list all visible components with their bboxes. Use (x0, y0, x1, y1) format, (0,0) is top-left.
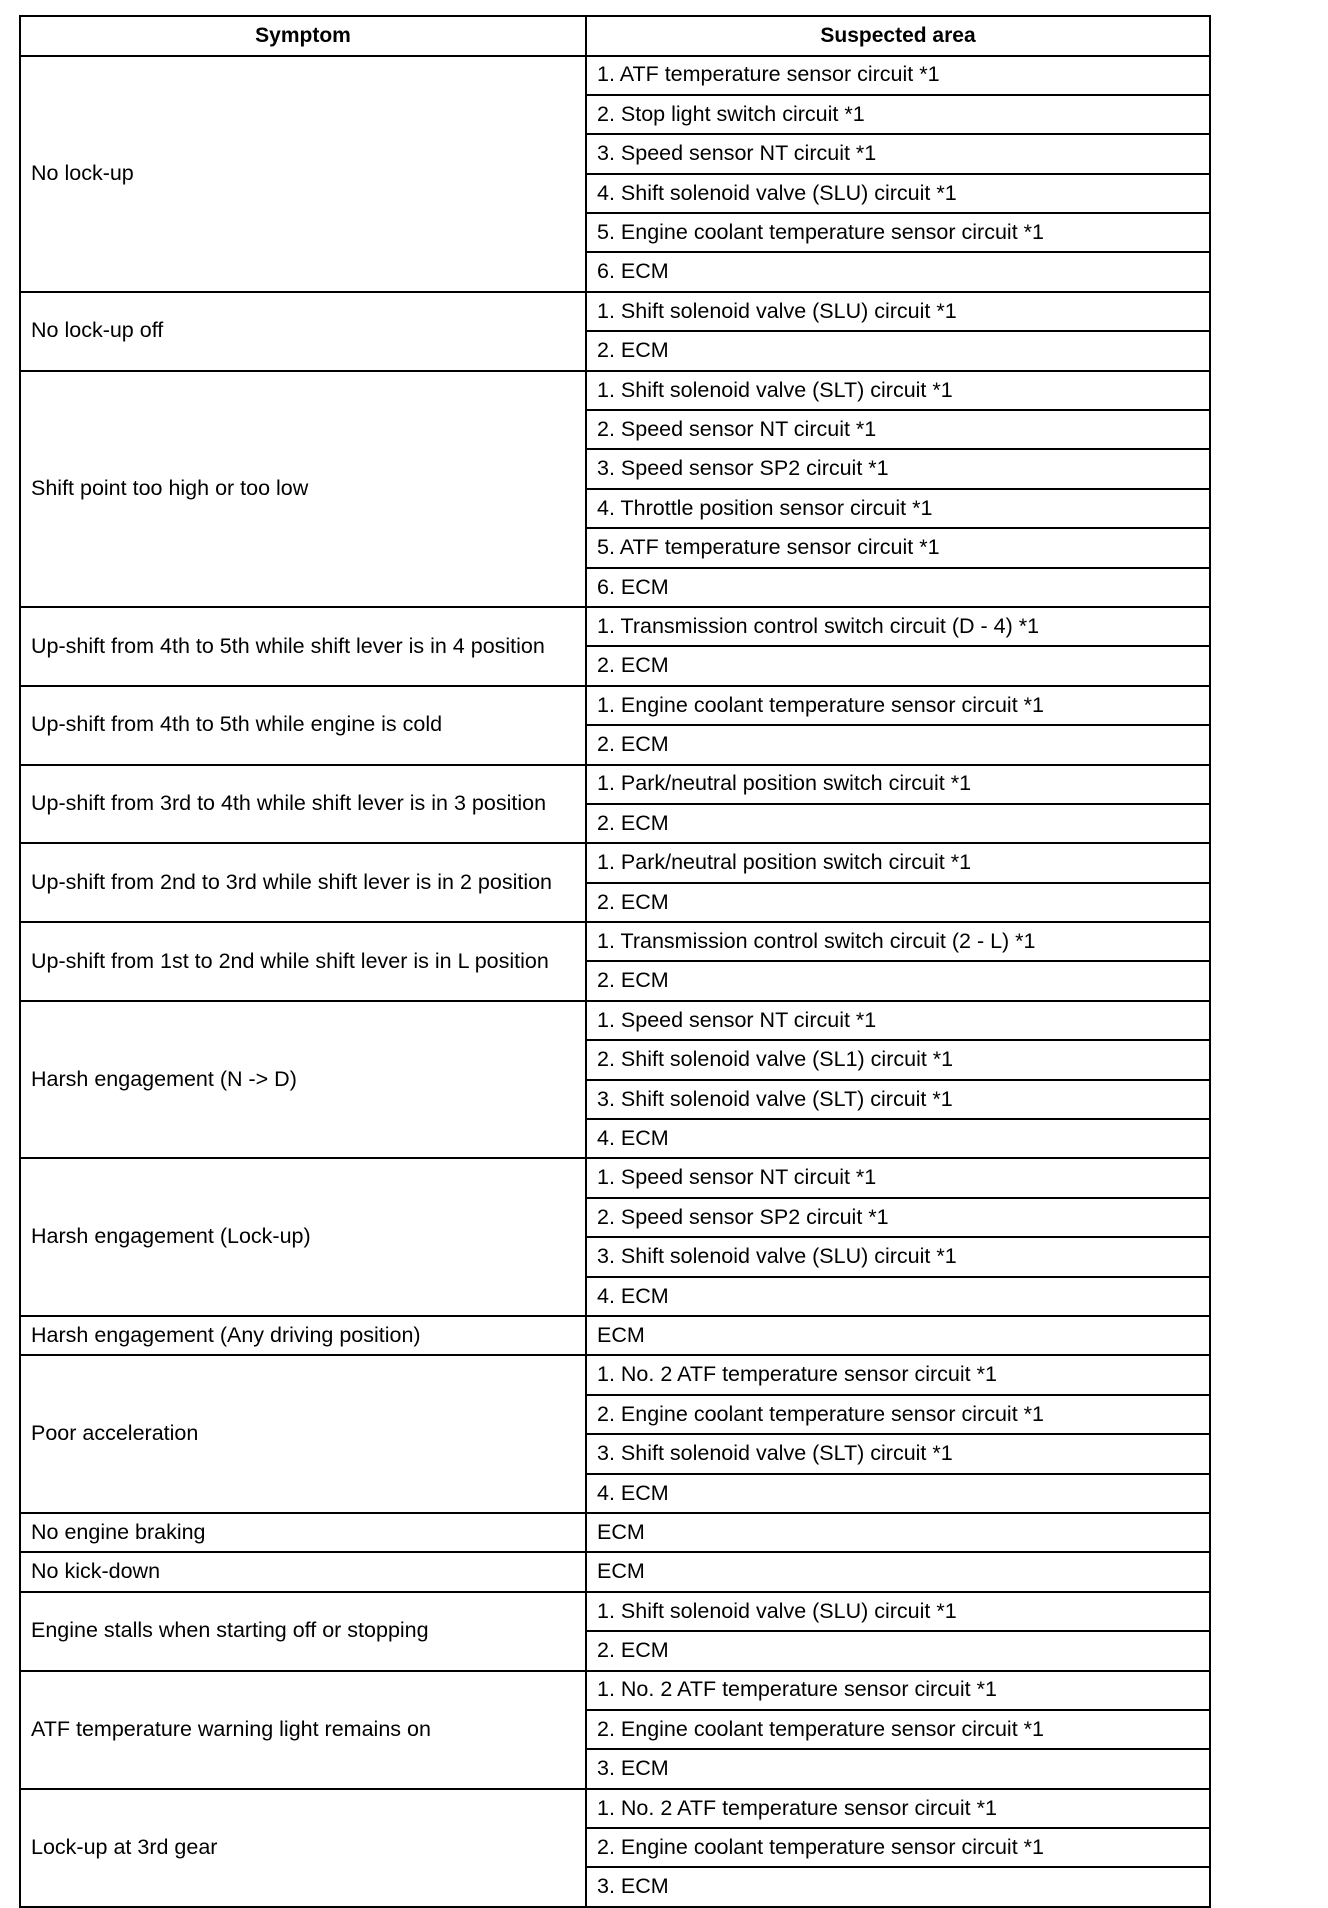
header-row (20, 16, 1210, 56)
table-row (20, 292, 1210, 331)
table-row (20, 686, 1210, 725)
suspected-area-cell: 2. Speed sensor NT circuit *1 (586, 410, 1210, 449)
symptom-cell: Up-shift from 4th to 5th while engine is cold (20, 686, 586, 765)
table-row (20, 922, 1210, 961)
suspected-area-cell: 4. ECM (586, 1277, 1210, 1316)
symptom-cell: Engine stalls when starting off or stopping (20, 1592, 586, 1671)
table-row (20, 1355, 1210, 1394)
symptom-cell: Up-shift from 4th to 5th while shift lever is in 4 position (20, 607, 586, 686)
suspected-area-cell: 6. ECM (586, 252, 1210, 291)
suspected-area-cell: 1. Transmission control switch circuit (2 - L) *1 (586, 922, 1210, 961)
suspected-area-cell: 3. ECM (586, 1867, 1210, 1906)
suspected-area-cell: 1. No. 2 ATF temperature sensor circuit *1 (586, 1671, 1210, 1710)
suspected-area-cell: 1. Shift solenoid valve (SLU) circuit *1 (586, 292, 1210, 331)
suspected-area-cell: 2. ECM (586, 646, 1210, 685)
table-row (20, 765, 1210, 804)
suspected-area-cell: 2. Stop light switch circuit *1 (586, 95, 1210, 134)
suspected-area-cell: 2. ECM (586, 804, 1210, 843)
suspected-area-cell: 2. ECM (586, 725, 1210, 764)
suspected-area-cell: 2. ECM (586, 1631, 1210, 1670)
suspected-area-cell: 4. Shift solenoid valve (SLU) circuit *1 (586, 174, 1210, 213)
table-row (20, 1789, 1210, 1828)
symptom-cell: Shift point too high or too low (20, 371, 586, 607)
suspected-area-cell: 4. ECM (586, 1474, 1210, 1513)
suspected-area-cell: 3. ECM (586, 1749, 1210, 1788)
suspected-area-cell: 2. Engine coolant temperature sensor circuit *1 (586, 1828, 1210, 1867)
symptom-table (19, 15, 1211, 1908)
suspected-area-column-header: Suspected area (586, 16, 1210, 56)
suspected-area-cell: 3. Speed sensor SP2 circuit *1 (586, 449, 1210, 488)
table-row (20, 56, 1210, 95)
table-row (20, 1316, 1210, 1355)
table-row (20, 1513, 1210, 1552)
suspected-area-cell: 2. ECM (586, 331, 1210, 370)
symptom-cell: Poor acceleration (20, 1355, 586, 1513)
suspected-area-cell: 3. Shift solenoid valve (SLT) circuit *1 (586, 1434, 1210, 1473)
symptom-cell: ATF temperature warning light remains on (20, 1671, 586, 1789)
symptom-cell: Up-shift from 3rd to 4th while shift lever is in 3 position (20, 765, 586, 844)
table-row (20, 1671, 1210, 1710)
suspected-area-cell: ECM (586, 1552, 1210, 1591)
suspected-area-cell: 4. ECM (586, 1119, 1210, 1158)
table-body (20, 56, 1210, 1907)
suspected-area-cell: 3. Shift solenoid valve (SLU) circuit *1 (586, 1237, 1210, 1276)
suspected-area-cell: 5. Engine coolant temperature sensor circuit *1 (586, 213, 1210, 252)
table-row (20, 1158, 1210, 1197)
symptom-cell: Lock-up at 3rd gear (20, 1789, 586, 1907)
suspected-area-cell: 1. Park/neutral position switch circuit *1 (586, 843, 1210, 882)
suspected-area-cell: 2. ECM (586, 961, 1210, 1000)
suspected-area-cell: 2. Engine coolant temperature sensor circuit *1 (586, 1395, 1210, 1434)
suspected-area-cell: 1. No. 2 ATF temperature sensor circuit *1 (586, 1355, 1210, 1394)
suspected-area-cell: 1. Engine coolant temperature sensor circuit *1 (586, 686, 1210, 725)
suspected-area-cell: ECM (586, 1316, 1210, 1355)
symptom-cell: Up-shift from 2nd to 3rd while shift lever is in 2 position (20, 843, 586, 922)
suspected-area-cell: 1. Park/neutral position switch circuit *1 (586, 765, 1210, 804)
symptom-cell: Up-shift from 1st to 2nd while shift lever is in L position (20, 922, 586, 1001)
suspected-area-cell: ECM (586, 1513, 1210, 1552)
suspected-area-cell: 2. Speed sensor SP2 circuit *1 (586, 1198, 1210, 1237)
suspected-area-cell: 2. ECM (586, 883, 1210, 922)
suspected-area-cell: 1. Transmission control switch circuit (D - 4) *1 (586, 607, 1210, 646)
symptom-cell: Harsh engagement (Lock-up) (20, 1158, 586, 1316)
suspected-area-cell: 2. Shift solenoid valve (SL1) circuit *1 (586, 1040, 1210, 1079)
suspected-area-cell: 1. Speed sensor NT circuit *1 (586, 1001, 1210, 1040)
suspected-area-cell: 4. Throttle position sensor circuit *1 (586, 489, 1210, 528)
suspected-area-cell: 5. ATF temperature sensor circuit *1 (586, 528, 1210, 567)
symptom-cell: No kick-down (20, 1552, 586, 1591)
suspected-area-cell: 1. Speed sensor NT circuit *1 (586, 1158, 1210, 1197)
suspected-area-cell: 2. Engine coolant temperature sensor circuit *1 (586, 1710, 1210, 1749)
suspected-area-cell: 3. Shift solenoid valve (SLT) circuit *1 (586, 1080, 1210, 1119)
table-row (20, 607, 1210, 646)
table-row (20, 1552, 1210, 1591)
table-row (20, 1001, 1210, 1040)
symptom-cell: No lock-up off (20, 292, 586, 371)
table-row (20, 371, 1210, 410)
symptom-cell: No lock-up (20, 56, 586, 292)
suspected-area-cell: 1. Shift solenoid valve (SLT) circuit *1 (586, 371, 1210, 410)
suspected-area-cell: 1. ATF temperature sensor circuit *1 (586, 56, 1210, 95)
symptom-column-header: Symptom (20, 16, 586, 56)
symptom-cell: Harsh engagement (Any driving position) (20, 1316, 586, 1355)
table-header (20, 16, 1210, 56)
suspected-area-cell: 1. Shift solenoid valve (SLU) circuit *1 (586, 1592, 1210, 1631)
symptom-cell: Harsh engagement (N -> D) (20, 1001, 586, 1159)
table-row (20, 843, 1210, 882)
suspected-area-cell: 3. Speed sensor NT circuit *1 (586, 134, 1210, 173)
suspected-area-cell: 1. No. 2 ATF temperature sensor circuit *1 (586, 1789, 1210, 1828)
table-row (20, 1592, 1210, 1631)
suspected-area-cell: 6. ECM (586, 568, 1210, 607)
symptom-cell: No engine braking (20, 1513, 586, 1552)
